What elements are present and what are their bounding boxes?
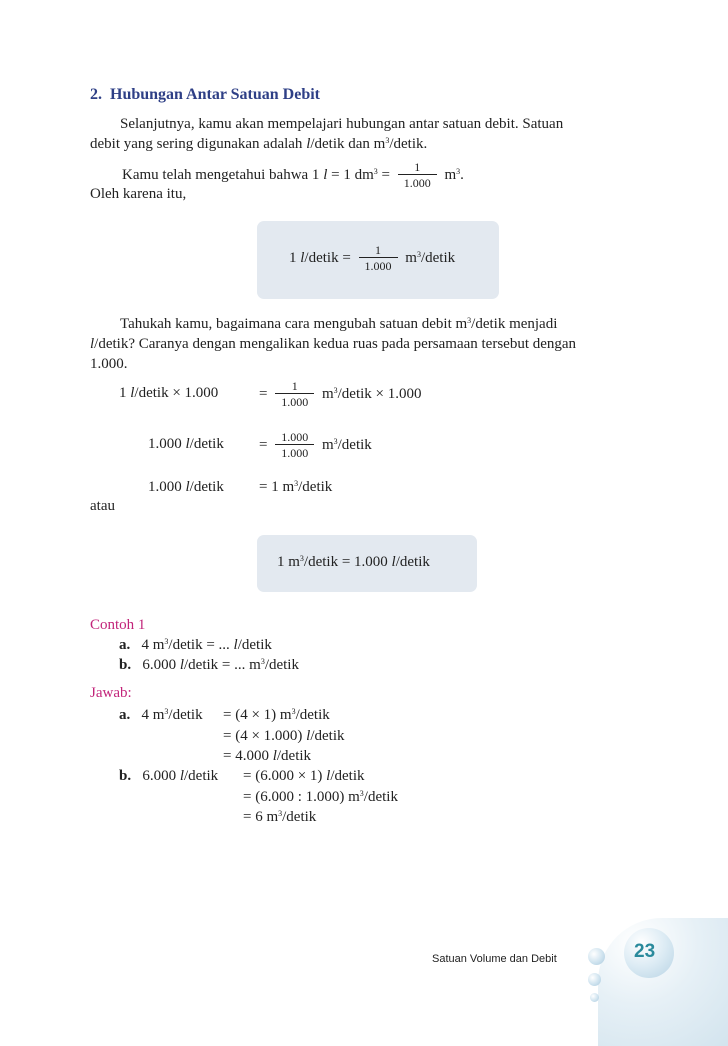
superscript: 3 xyxy=(467,316,472,325)
superscript: 3 xyxy=(416,250,421,259)
bubble-icon xyxy=(588,948,605,965)
answer-text: /detik xyxy=(330,768,365,784)
superscript: 3 xyxy=(333,386,338,395)
page-number: 23 xyxy=(634,941,656,962)
fraction-denominator: 1.000 xyxy=(281,446,309,461)
derivation-text: 1.000 xyxy=(148,436,186,452)
answer-text: = (6.000 × 1) xyxy=(243,768,327,784)
example-text: /detik xyxy=(264,657,299,673)
superscript: 3 xyxy=(294,479,299,488)
answer-b-step-2 xyxy=(243,789,398,806)
section-title: Hubungan Antar Satuan Debit xyxy=(110,86,320,103)
formula-box-1 xyxy=(257,221,499,299)
formula-text: /detik xyxy=(420,250,456,266)
known-text: = xyxy=(377,167,390,183)
derivation-text: /detik xyxy=(189,436,224,452)
derivation-row-3-lhs xyxy=(148,479,224,496)
chapter-title: Satuan Volume dan Debit xyxy=(432,953,557,965)
fraction-numerator: 1 xyxy=(275,379,314,394)
formula-text: /detik xyxy=(395,554,430,570)
answer-text: /detik xyxy=(363,789,398,805)
intro-line-1 xyxy=(90,114,638,134)
item-label: a xyxy=(119,707,127,723)
fraction xyxy=(275,379,314,410)
liter-symbol: l xyxy=(185,436,190,452)
fraction xyxy=(275,430,314,461)
superscript: 3 xyxy=(373,167,378,176)
derivation-row-1-lhs xyxy=(119,385,218,402)
derivation-text: m xyxy=(321,386,334,402)
intro-text: /detik. xyxy=(389,136,428,152)
derivation-text: m xyxy=(321,437,334,453)
derivation-text: /detik × 1.000 xyxy=(337,386,422,402)
fraction-denominator: 1.000 xyxy=(281,395,309,410)
example-item-a: a. 4 $m^3$/detik = ... l/detik xyxy=(119,637,272,653)
formula-text: /detik = xyxy=(304,250,351,266)
derivation-text: /detik xyxy=(337,437,372,453)
example-text: 4 m xyxy=(141,637,165,653)
formula-text: 1 xyxy=(289,250,301,266)
answer-text: = (4 × 1.000) xyxy=(223,728,307,744)
fraction-numerator: 1 xyxy=(398,160,437,175)
derivation-text: /detik xyxy=(298,479,333,495)
section-heading xyxy=(90,86,320,104)
item-label: b xyxy=(119,768,128,784)
formula-text: 1 m xyxy=(277,554,300,570)
answer-text: /detik xyxy=(276,748,312,764)
example-text: /detik xyxy=(237,637,272,653)
question-line-2 xyxy=(90,334,638,354)
fraction-denominator: 1.000 xyxy=(403,176,431,191)
formula-1 xyxy=(289,241,455,275)
liter-symbol: l xyxy=(90,336,95,352)
superscript: 3 xyxy=(291,707,296,716)
liter-symbol: l xyxy=(326,768,331,784)
answer-title: Jawab: xyxy=(90,685,132,701)
question-text: /detik? Caranya dengan mengalikan kedua ruas pada persamaan tersebut dengan xyxy=(94,336,577,352)
known-text: Kamu telah mengetahui bahwa 1 xyxy=(122,167,324,183)
liter-symbol: l xyxy=(306,136,311,152)
bubble-icon xyxy=(590,993,599,1002)
answer-text: /detik xyxy=(184,768,219,784)
formula-2 xyxy=(277,554,430,571)
intro-line-1-text: Selanjutnya, kamu akan mempelajari hubungan antar satuan debit. Satuan xyxy=(120,116,564,132)
liter-symbol: l xyxy=(130,385,135,401)
item-label: a xyxy=(119,637,127,653)
liter-symbol: l xyxy=(179,657,185,673)
known-text: = 1 dm xyxy=(327,167,374,183)
derivation-row-2-rhs xyxy=(259,428,372,462)
equals-sign: = xyxy=(259,437,268,453)
superscript: 3 xyxy=(260,657,265,666)
liter-symbol: l xyxy=(233,637,238,653)
derivation-text: /detik xyxy=(189,479,224,495)
derivation-text: = 1 m xyxy=(259,479,295,495)
atau-text: atau xyxy=(90,498,115,514)
derivation-row-2-lhs xyxy=(148,436,224,453)
fraction-numerator: 1 xyxy=(359,243,398,258)
answer-text: = 6 m xyxy=(243,809,279,825)
answer-text: 6.000 xyxy=(142,768,180,784)
question-line-1 xyxy=(90,314,638,334)
answer-a-line-1: a. 4 $m^3$/detik xyxy=(119,707,203,723)
section-number: 2. xyxy=(90,86,102,103)
liter-symbol: l xyxy=(185,479,190,495)
formula-text: m xyxy=(405,250,417,266)
fraction-numerator: 1.000 xyxy=(275,430,314,445)
derivation-text: 1 xyxy=(119,385,131,401)
fraction xyxy=(398,160,437,191)
therefore-text: Oleh karena itu, xyxy=(90,186,187,202)
example-text: /detik = ... xyxy=(168,637,234,653)
derivation-text: /detik × 1.000 xyxy=(134,385,219,401)
superscript: 3 xyxy=(385,136,390,145)
fraction xyxy=(359,243,398,274)
liter-symbol: l xyxy=(300,250,305,266)
superscript: 3 xyxy=(164,707,169,716)
answer-text: /detik xyxy=(295,707,330,723)
fraction-denominator: 1.000 xyxy=(364,259,392,274)
answer-text: /detik xyxy=(168,707,203,723)
answer-a-step-2 xyxy=(223,728,345,745)
formula-box-2 xyxy=(257,535,477,592)
answer-text: = (6.000 : 1.000) m xyxy=(243,789,360,805)
answer-b-line-1: b. 6.000 l/detik xyxy=(119,768,219,784)
derivation-text: 1.000 xyxy=(148,479,186,495)
answer-text: /detik xyxy=(282,809,317,825)
intro-text: debit yang sering digunakan adalah xyxy=(90,136,307,152)
answer-a-step-1 xyxy=(223,707,330,724)
superscript: 3 xyxy=(299,554,304,563)
answer-b-step-3 xyxy=(243,809,316,826)
formula-text: /detik = 1.000 xyxy=(303,554,392,570)
liter-symbol: l xyxy=(306,728,311,744)
liter-symbol: l xyxy=(391,554,396,570)
answer-b-step-1 xyxy=(243,768,365,785)
unit: m xyxy=(444,167,457,183)
intro-line-2 xyxy=(90,134,638,154)
bubble-icon xyxy=(588,973,601,986)
question-line-3: 1.000. xyxy=(90,356,128,372)
liter-symbol: l xyxy=(323,167,328,183)
superscript: 3 xyxy=(359,789,364,798)
answer-text: 4 m xyxy=(141,707,165,723)
question-text: /detik menjadi xyxy=(471,316,558,332)
item-label: b xyxy=(119,657,128,673)
answer-text: /detik xyxy=(310,728,345,744)
question-text: Tahukah kamu, bagaimana cara mengubah satuan debit m xyxy=(120,316,468,332)
derivation-row-1-rhs xyxy=(259,377,422,411)
liter-symbol: l xyxy=(272,748,277,764)
equals-sign: = xyxy=(259,386,268,402)
answer-text: = (4 × 1) m xyxy=(223,707,292,723)
superscript: 3 xyxy=(333,437,338,446)
derivation-row-3-rhs xyxy=(259,479,332,496)
example-text: /detik = ... m xyxy=(184,657,261,673)
example-title: Contoh 1 xyxy=(90,617,146,633)
unit: . xyxy=(460,167,464,183)
intro-text: /detik dan m xyxy=(310,136,386,152)
superscript: 3 xyxy=(164,637,169,646)
superscript: 3 xyxy=(456,167,461,176)
example-item-b: b. 6.000 l/detik = ... $m^3$/detik xyxy=(119,657,299,673)
example-text: 6.000 xyxy=(142,657,180,673)
superscript: 3 xyxy=(278,809,283,818)
liter-symbol: l xyxy=(179,768,185,784)
answer-a-step-3 xyxy=(223,748,311,765)
answer-text: = 4.000 xyxy=(223,748,273,764)
